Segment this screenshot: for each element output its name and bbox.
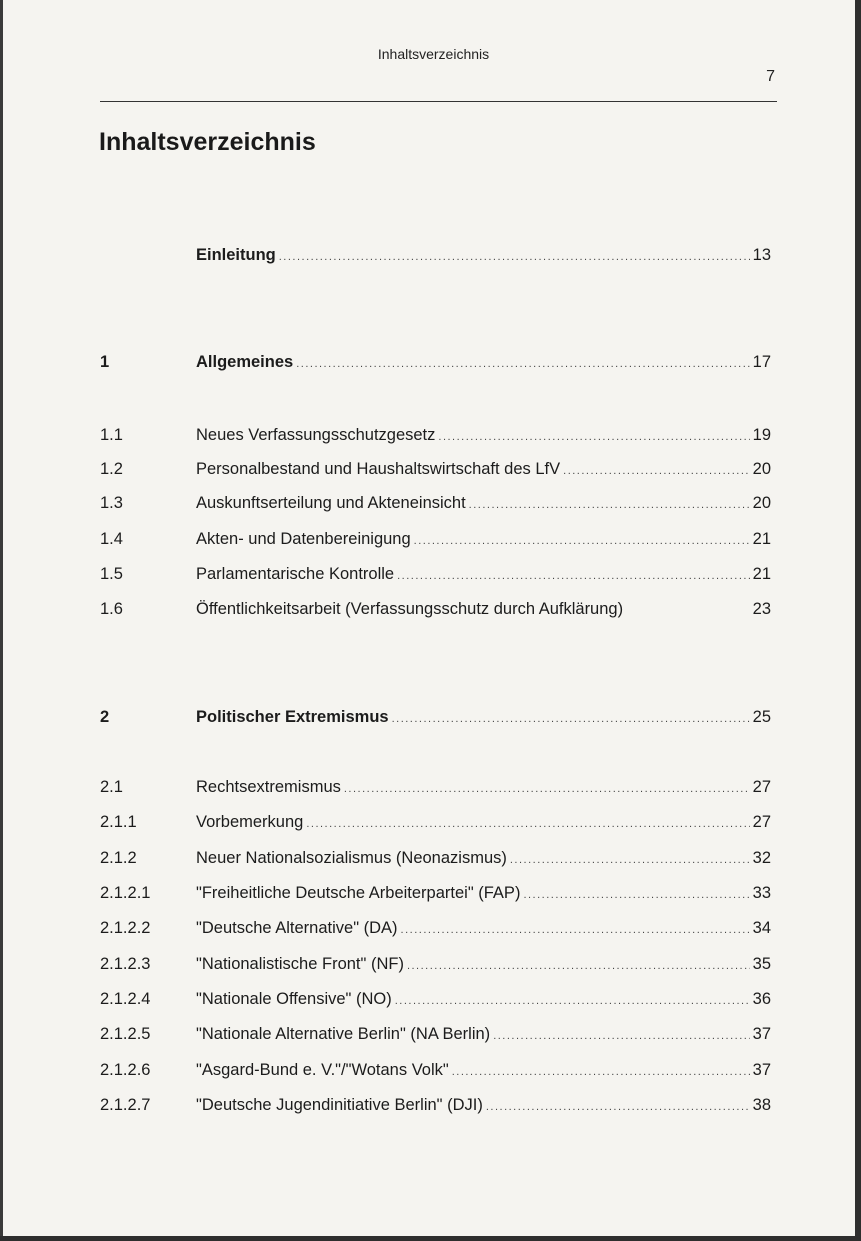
toc-entry-label: "Nationalistische Front" (NF) xyxy=(196,955,404,973)
toc-entry xyxy=(3,916,861,940)
dot-leader xyxy=(486,1095,750,1119)
toc-entry xyxy=(3,350,861,374)
toc-entry-line xyxy=(196,846,771,872)
toc-entry-label: "Freiheitliche Deutsche Arbeiterpartei" (FAP) xyxy=(196,884,521,902)
dot-leader xyxy=(279,245,750,269)
toc-entry-page: 21 xyxy=(752,565,771,583)
toc-entry xyxy=(3,1022,861,1046)
toc-entry-number: 1.6 xyxy=(100,600,123,618)
toc-entry-line xyxy=(196,562,771,588)
dot-leader xyxy=(296,352,749,376)
toc-entry xyxy=(3,775,861,799)
toc-entry-label: "Deutsche Jugendinitiative Berlin" (DJI) xyxy=(196,1096,483,1114)
dot-leader xyxy=(306,812,749,836)
toc-entry-page: 20 xyxy=(752,494,771,512)
page-title: Inhaltsverzeichnis xyxy=(99,128,316,156)
toc-entry-line xyxy=(196,350,771,376)
dot-leader xyxy=(344,777,750,801)
toc-entry-label: "Nationale Offensive" (NO) xyxy=(196,990,392,1008)
toc-entry-number: 2 xyxy=(100,708,110,726)
dot-leader xyxy=(397,564,750,588)
toc-entry xyxy=(3,457,861,481)
toc-entry-line xyxy=(196,987,771,1013)
toc-entry xyxy=(3,1093,861,1117)
toc-entry-page: 13 xyxy=(752,246,771,264)
toc-entry-number: 2.1.2.1 xyxy=(100,884,151,902)
toc-entry xyxy=(3,491,861,515)
toc-entry-line xyxy=(196,491,771,517)
toc-entry-line xyxy=(196,810,771,836)
toc-entry xyxy=(3,527,861,551)
toc-entry-label: Akten- und Datenbereinigung xyxy=(196,530,411,548)
toc-entry-page: 20 xyxy=(752,460,771,478)
dot-leader xyxy=(392,707,750,731)
toc-entry-number: 1.5 xyxy=(100,565,123,583)
toc-entry-page: 23 xyxy=(752,600,771,618)
toc-entry-line xyxy=(196,1022,771,1048)
dot-leader xyxy=(523,883,749,907)
toc-entry xyxy=(3,597,861,621)
toc-entry xyxy=(3,243,861,267)
toc-entry-line xyxy=(196,1093,771,1119)
toc-entry-line xyxy=(196,916,771,942)
toc-entry-number: 2.1.2.4 xyxy=(100,990,151,1008)
toc-entry-page: 35 xyxy=(752,955,771,973)
toc-entry-label: Rechtsextremismus xyxy=(196,778,341,796)
toc-entry xyxy=(3,952,861,976)
toc-entry-label: "Deutsche Alternative" (DA) xyxy=(196,919,398,937)
dot-leader xyxy=(438,425,749,449)
toc-entry-line xyxy=(196,775,771,801)
dot-leader xyxy=(469,493,750,517)
toc-entry-line xyxy=(196,952,771,978)
toc-entry-page: 27 xyxy=(752,778,771,796)
dot-leader xyxy=(452,1060,750,1084)
toc-entry xyxy=(3,562,861,586)
dot-leader xyxy=(407,954,750,978)
toc-entry-page: 34 xyxy=(752,919,771,937)
toc-entry-label: Neues Verfassungsschutzgesetz xyxy=(196,426,436,444)
toc-entry-number: 1.4 xyxy=(100,530,123,548)
toc-entry-line xyxy=(196,705,771,731)
dot-leader xyxy=(401,918,750,942)
toc-entry-label: "Nationale Alternative Berlin" (NA Berlin) xyxy=(196,1025,491,1043)
dot-leader xyxy=(395,989,750,1013)
toc-entry xyxy=(3,423,861,447)
toc-entry-number: 2.1.2.2 xyxy=(100,919,151,937)
toc-entry-label: Öffentlichkeitsarbeit (Verfassungsschutz durch Aufklärung) xyxy=(196,600,624,618)
dot-leader xyxy=(414,529,750,553)
toc-entry-page: 37 xyxy=(752,1025,771,1043)
toc-entry xyxy=(3,1058,861,1082)
page-edge-bottom xyxy=(0,1236,861,1241)
toc-entry-page: 36 xyxy=(752,990,771,1008)
toc-entry-page: 33 xyxy=(752,884,771,902)
toc-entry-page: 21 xyxy=(752,530,771,548)
toc-entry xyxy=(3,810,861,834)
toc-entry xyxy=(3,987,861,1011)
toc-entry-page: 17 xyxy=(752,353,771,371)
toc-entry-label: Einleitung xyxy=(196,246,276,264)
toc-entry-number: 2.1.2.6 xyxy=(100,1061,151,1079)
dot-leader xyxy=(493,1024,749,1048)
toc-entry-label: Allgemeines xyxy=(196,353,294,371)
toc-entry-label: Auskunftserteilung und Akteneinsicht xyxy=(196,494,466,512)
toc-entry-line xyxy=(196,881,771,907)
toc-entry-page: 19 xyxy=(752,426,771,444)
toc-entry-page: 38 xyxy=(752,1096,771,1114)
toc-entry xyxy=(3,705,861,729)
toc-entry-number: 2.1.2.3 xyxy=(100,955,151,973)
toc-entry-line xyxy=(196,527,771,553)
toc-entry-line xyxy=(196,423,771,449)
running-head: Inhaltsverzeichnis xyxy=(377,46,490,62)
toc-entry-label: "Asgard-Bund e. V."/"Wotans Volk" xyxy=(196,1061,449,1079)
toc-entry-number: 2.1.2.7 xyxy=(100,1096,151,1114)
header-rule xyxy=(100,101,777,102)
toc-entry-number: 2.1 xyxy=(100,778,123,796)
dot-leader xyxy=(563,459,750,483)
toc-entry xyxy=(3,846,861,870)
toc-entry-label: Parlamentarische Kontrolle xyxy=(196,565,395,583)
page-edge-right xyxy=(855,0,861,1241)
toc-entry-number: 1.1 xyxy=(100,426,123,444)
toc-entry xyxy=(3,881,861,905)
toc-entry-number: 1.3 xyxy=(100,494,123,512)
dot-leader xyxy=(510,848,750,872)
toc-entry-number: 2.1.2 xyxy=(100,849,137,867)
toc-entry-label: Personalbestand und Haushaltswirtschaft des LfV xyxy=(196,460,561,478)
toc-entry-line xyxy=(196,597,771,623)
toc-entry-line xyxy=(196,457,771,483)
toc-entry-page: 25 xyxy=(752,708,771,726)
toc-entry-number: 1 xyxy=(100,353,110,371)
toc-entry-line xyxy=(196,243,771,269)
toc-entry-label: Politischer Extremismus xyxy=(196,708,389,726)
toc-entry-page: 27 xyxy=(752,813,771,831)
toc-entry-number: 2.1.1 xyxy=(100,813,137,831)
toc-entry-label: Vorbemerkung xyxy=(196,813,304,831)
toc-entry-label: Neuer Nationalsozialismus (Neonazismus) xyxy=(196,849,507,867)
toc-entry-number: 2.1.2.5 xyxy=(100,1025,151,1043)
toc-entry-number: 1.2 xyxy=(100,460,123,478)
toc-entry-line xyxy=(196,1058,771,1084)
page-number: 7 xyxy=(766,68,775,85)
toc-entry-page: 32 xyxy=(752,849,771,867)
toc-entry-page: 37 xyxy=(752,1061,771,1079)
